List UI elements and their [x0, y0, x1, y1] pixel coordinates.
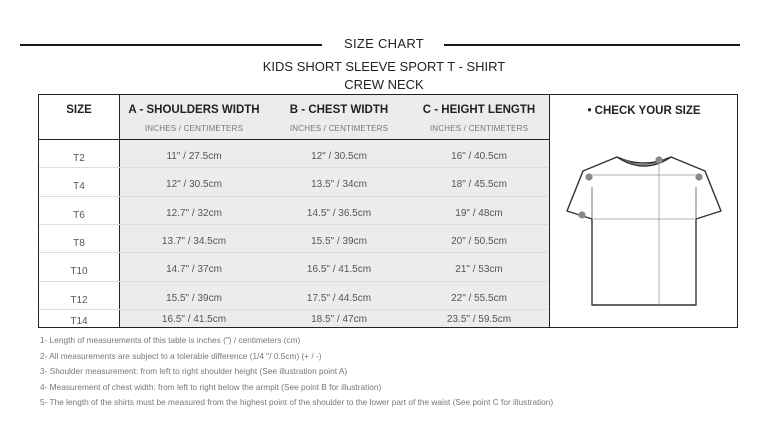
size-cell: T12	[70, 295, 88, 306]
column-subheader-height: INCHES / CENTIMETERS	[429, 124, 529, 133]
size-cell: T14	[70, 316, 88, 327]
column-header-shoulders: A - SHOULDERS WIDTH	[128, 104, 260, 116]
product-title: KIDS SHORT SLEEVE SPORT T - SHIRT	[262, 59, 506, 74]
row-divider	[39, 167, 549, 168]
shoulders-cell: 16.5" / 41.5cm	[161, 314, 227, 325]
list-item: 3- Shoulder measurement: from left to right shoulder height (See illustration point A)	[40, 366, 348, 377]
notes-list	[40, 333, 760, 411]
size-cell: T10	[70, 266, 88, 277]
chest-cell: 17.5" / 44.5cm	[306, 293, 372, 304]
shoulders-cell: 12.7" / 32cm	[166, 208, 222, 219]
page-title: SIZE CHART	[343, 36, 425, 51]
chest-cell: 12" / 30.5cm	[311, 151, 367, 162]
column-divider	[549, 95, 550, 327]
height-cell: 20" / 50.5cm	[451, 236, 507, 247]
column-header-size: SIZE	[66, 104, 92, 116]
column-header-chest: B - CHEST WIDTH	[289, 104, 389, 116]
column-subheader-shoulders: INCHES / CENTIMETERS	[144, 124, 244, 133]
size-cell: T2	[73, 153, 85, 164]
height-cell: 18" / 45.5cm	[451, 179, 507, 190]
row-divider	[39, 281, 549, 282]
height-cell: 19" / 48cm	[455, 208, 503, 219]
row-divider	[39, 309, 549, 310]
list-item: 4- Measurement of chest width: from left to right below the armpit (See point B for illustration)	[40, 381, 382, 392]
list-item: 1- Length of measurements of this table is inches (") / centimeters (cm)	[40, 335, 301, 345]
product-subtitle: CREW NECK	[344, 77, 424, 92]
size-cell: T8	[73, 238, 85, 249]
height-cell: 22" / 55.5cm	[451, 293, 507, 304]
shoulders-cell: 14.7" / 37cm	[166, 264, 222, 275]
height-cell: 23.5" / 59.5cm	[446, 314, 512, 325]
size-cell: T6	[73, 210, 85, 221]
size-cell: T4	[73, 181, 85, 192]
list-item: 2- All measurements are subject to a tolerable difference (1/4 "/ 0.5cm) (+ / -)	[40, 350, 322, 361]
height-cell: 16" / 40.5cm	[451, 151, 507, 162]
height-cell: 21" / 53cm	[455, 264, 503, 275]
header-divider	[39, 139, 549, 140]
chest-cell: 18.5" / 47cm	[311, 314, 367, 325]
column-subheader-chest: INCHES / CENTIMETERS	[289, 124, 389, 133]
shoulders-cell: 11" / 27.5cm	[166, 151, 222, 162]
chest-cell: 14.5" / 36.5cm	[306, 208, 372, 219]
chest-cell: 13.5" / 34cm	[311, 179, 367, 190]
row-divider	[39, 224, 549, 225]
check-your-size-label: • CHECK YOUR SIZE	[587, 105, 701, 117]
column-header-height: C - HEIGHT LENGTH	[422, 104, 536, 116]
shoulders-cell: 12" / 30.5cm	[166, 179, 222, 190]
shoulders-cell: 13.7" / 34.5cm	[161, 236, 227, 247]
row-divider	[39, 252, 549, 253]
shoulders-cell: 15.5" / 39cm	[166, 293, 222, 304]
chest-cell: 15.5" / 39cm	[311, 236, 367, 247]
tshirt-outline-icon	[555, 145, 733, 313]
row-divider	[39, 196, 549, 197]
size-table	[38, 94, 738, 328]
chest-cell: 16.5" / 41.5cm	[306, 264, 372, 275]
list-item: 5- The length of the shirts must be measured from the highest point of the shoulder to the lower part of the waist (See point C for illustration)	[40, 397, 554, 408]
